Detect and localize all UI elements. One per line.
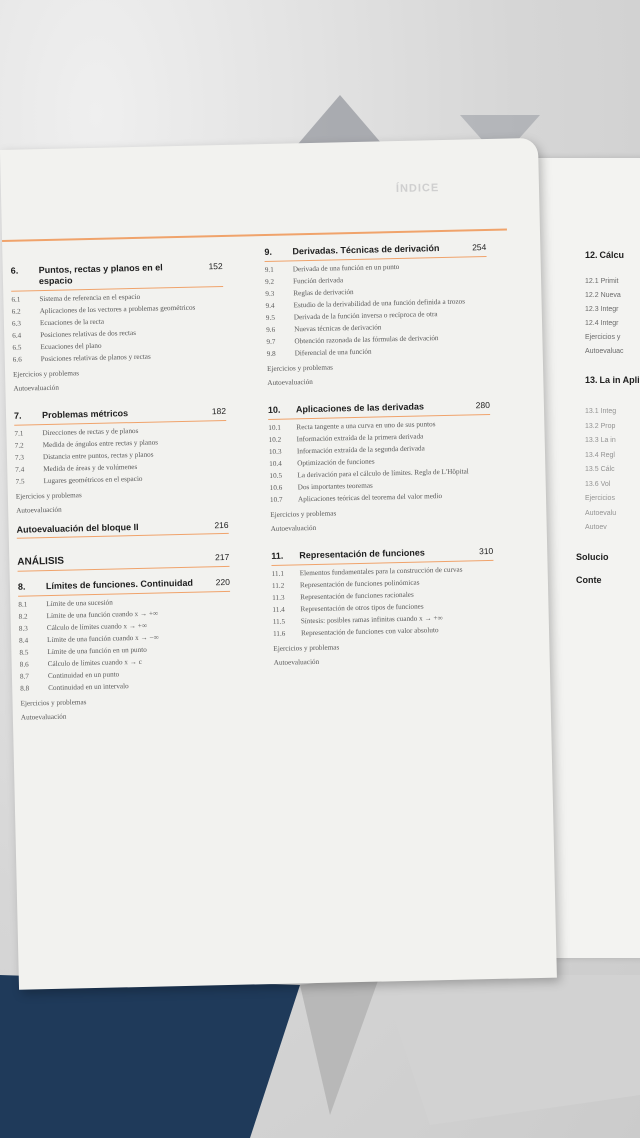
list-item: 8.7 Continuidad en un punto [19,670,120,681]
list-item: 6.4 Posiciones relativas de dos rectas [12,328,137,340]
self-evaluation-entry: Autoevaluación [267,377,313,387]
list-item: 13.2 Prop [585,422,616,430]
self-evaluation-entry: Autoevaluación [13,383,60,393]
page2-solutions: Solucio [576,552,609,562]
page-header: ÍNDICE [395,182,440,196]
list-item: 11.4 Representación de otros tipos de funciones [272,602,424,614]
page2-section-12: 12. Cálcu [585,250,624,260]
list-item: 8.1 Límite de una sucesión [18,598,113,609]
index-column-left [11,261,233,728]
list-item: 9.5 Derivada de la función inversa o recíproca de otra [265,310,438,323]
list-item: Autoev [585,524,607,531]
list-item: Ejercicios y [585,334,621,341]
list-item: 9.8 Diferencial de una función [266,347,372,359]
page2-contents: Conte [576,575,602,585]
section-heading: 8. Límites de funciones. Continuidad 220 [18,577,230,597]
exercises-entry: Ejercicios y problemas [270,509,337,519]
list-item: 9.4 Estudio de la derivabilidad de una función definida a trozos [265,297,466,311]
list-item: 9.2 Función derivada [264,276,344,287]
section-heading: 6. Puntos, rectas y planos en el espacio 152 [11,261,224,292]
section-heading: 9. Derivadas. Técnicas de derivación 254 [264,242,486,262]
list-item: 9.1 Derivada de una función en un punto [264,262,400,275]
list-item: 9.3 Reglas de derivación [265,288,354,299]
header-rule [2,229,507,242]
list-item: 8.2 Límite de una función cuando x → +∞ [18,609,159,621]
list-item: 11.3 Representación de funciones racionales [272,590,414,602]
self-evaluation-entry: Autoevaluación [273,657,320,667]
block-evaluation-heading: Autoevaluación del bloque II 216 [17,520,229,539]
list-item: 7.3 Distancia entre puntos, rectas y planos [14,450,154,462]
list-item: 9.7 Obtención razonada de las fórmulas de derivación [266,334,439,347]
list-item: 8.8 Continuidad en un intervalo [20,682,129,693]
list-item: 12.2 Nueva [585,292,621,299]
list-item: 10.6 Dos importantes teoremas [269,481,373,492]
part-heading: ANÁLISIS 217 [17,552,229,572]
list-item: 9.6 Nuevas técnicas de derivación [266,323,382,335]
list-item: 11.2 Representación de funciones polinómicas [271,578,420,590]
section-heading: 10. Aplicaciones de las derivadas 280 [268,400,490,420]
list-item: Ejercicios [585,495,615,502]
self-evaluation-entry: Autoevaluación [20,712,67,722]
list-item: Autoevaluac [585,348,624,355]
list-item: 7.2 Medida de ángulos entre rectas y planos [14,438,159,450]
exercises-entry: Ejercicios y problemas [266,363,333,373]
list-item: 11.1 Elementos fundamentales para la construcción de curvas [271,565,463,578]
list-item: 8.5 Límite de una función en un punto [19,645,147,657]
navy-fabric-pattern [0,975,640,1138]
list-item: 11.5 Síntesis: posibles ramas infinitas cuando x → +∞ [272,614,443,626]
list-item: 13.1 Integ [585,408,617,415]
list-item: 10.7 Aplicaciones teóricas del teorema del valor medio [269,492,443,504]
section-heading: 7. Problemas métricos 182 [14,406,226,426]
index-page [0,138,557,990]
self-evaluation-entry: Autoevaluación [16,505,62,515]
list-item: 6.1 Sistema de referencia en el espacio [11,292,141,304]
self-evaluation-entry: Autoevaluación [270,523,317,533]
list-item: 13.3 La in [585,437,616,444]
exercises-entry: Ejercicios y problemas [15,491,82,501]
exercises-entry: Ejercicios y problemas [20,698,87,708]
list-item: 6.2 Aplicaciones de los vectores a problemas geométricos [11,303,196,316]
list-item: 7.5 Lugares geométricos en el espacio [15,474,143,486]
list-item: Autoevalu [585,509,617,517]
exercises-entry: Ejercicios y problemas [13,369,80,379]
list-item: 12.1 Primit [585,278,619,285]
list-item: 10.5 La derivación para el cálculo de límites. Regla de L'Hôpital [269,467,469,480]
list-item: 11.6 Representación de funciones con valor absoluto [272,626,439,638]
list-item: 6.3 Ecuaciones de la recta [11,317,105,328]
list-item: 13.5 Cálc [585,466,615,473]
page2-section-13-items [585,405,640,536]
list-item: 13.6 Vol [585,480,611,488]
list-item: 7.4 Medida de áreas y de volúmenes [15,462,138,474]
list-item: 13.4 Regl [585,451,615,459]
list-item: 12.4 Integr [585,320,619,327]
page2-section-13: 13. La in Apli [585,375,640,385]
list-item: 6.5 Ecuaciones del plano [12,341,102,352]
index-column-right [264,242,496,673]
list-item: 10.4 Optimización de funciones [269,457,375,468]
list-item: 10.3 Información extraída de la segunda derivada [268,444,425,456]
section-heading: 11. Representación de funciones 310 [271,546,493,566]
page2-section-12-items [585,275,640,359]
exercises-entry: Ejercicios y problemas [273,643,340,653]
list-item: 7.1 Direcciones de rectas y de planos [14,426,139,438]
list-item: 12.3 Integr [585,306,619,313]
list-item: 10.2 Información extraída de la primera derivada [268,432,424,444]
list-item: 10.1 Recta tangente a una curva en uno de sus puntos [268,420,436,432]
list-item: 6.6 Posiciones relativas de planos y rectas [12,352,151,364]
list-item: 8.3 Cálculo de límites cuando x → +∞ [18,621,148,633]
list-item: 8.6 Cálculo de límites cuando x → c [19,657,142,669]
list-item: 8.4 Límite de una función cuando x → −∞ [19,633,159,645]
